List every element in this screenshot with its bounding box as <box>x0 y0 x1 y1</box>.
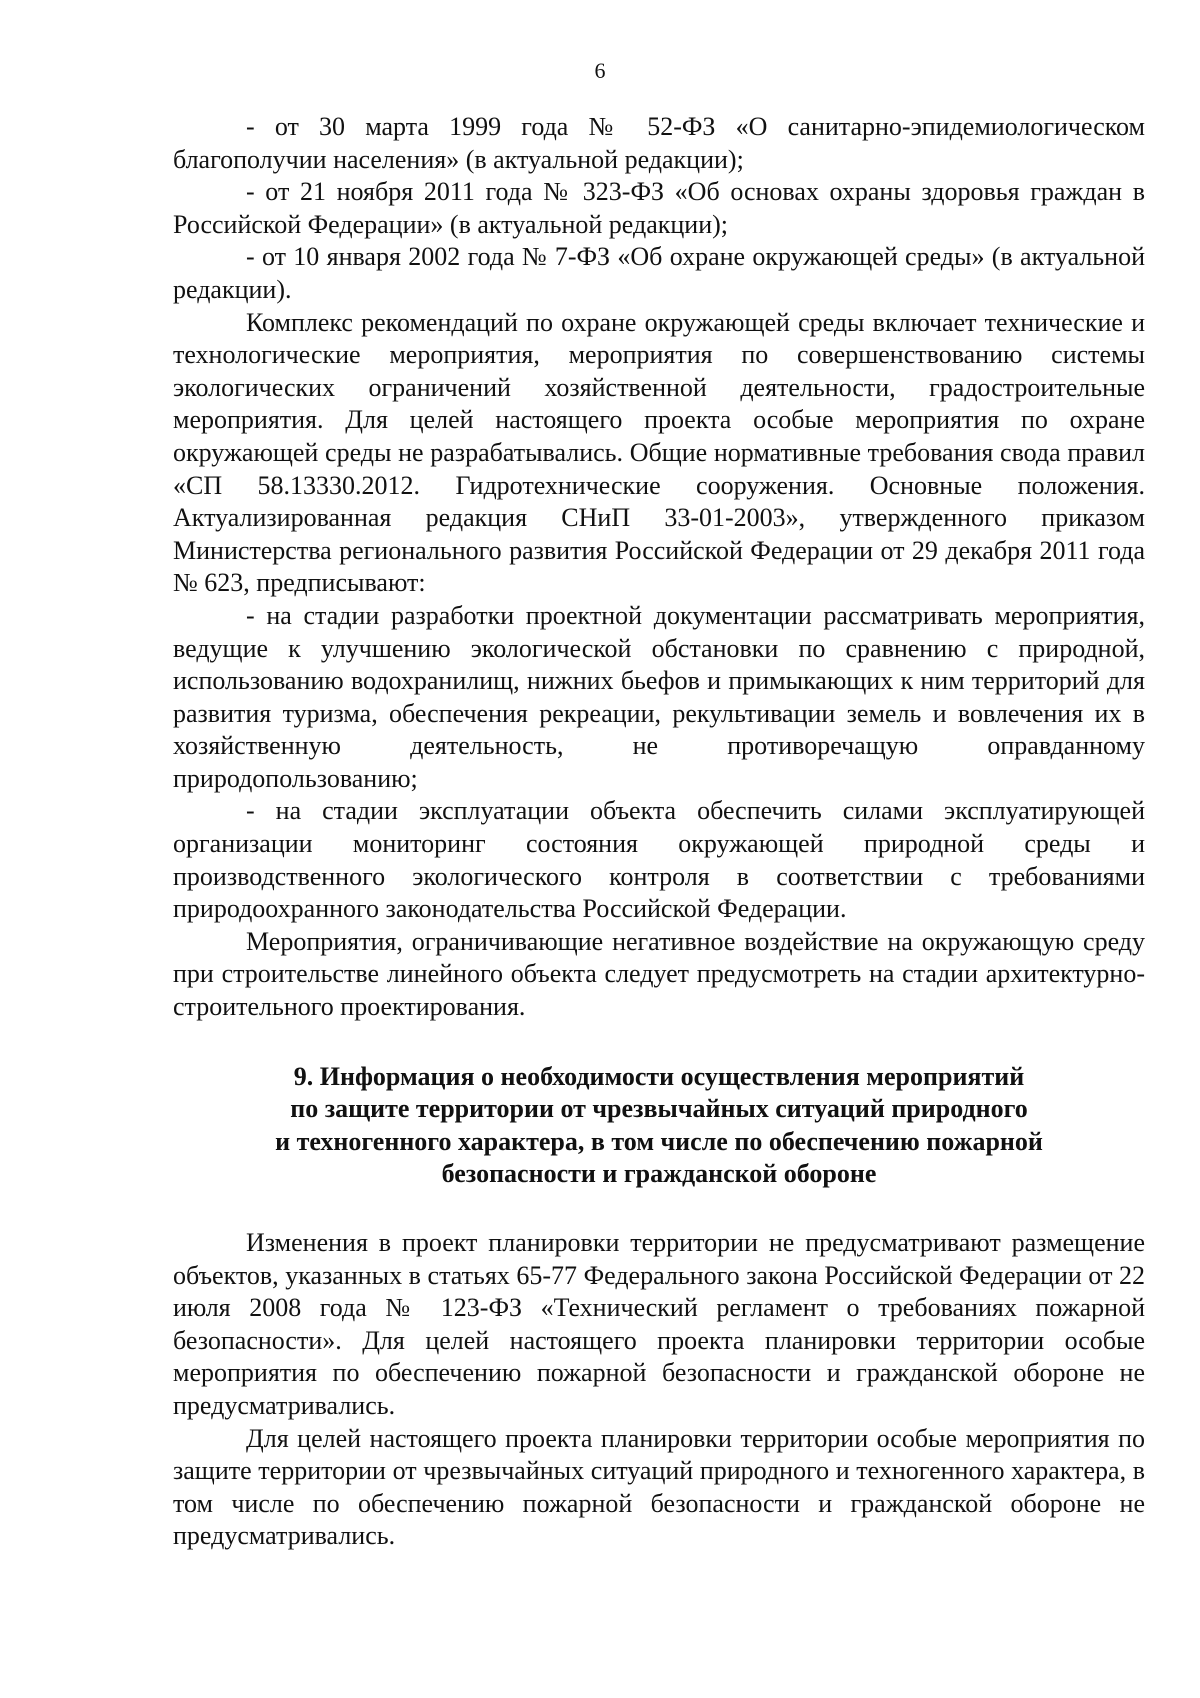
emergency-protection-paragraph: Для целей настоящего проекта планировки территории особые мероприятия по защите территории от чрезвычайных ситуаций природного и техногенного характера, в том числе по обеспечению пожарной безопасности и гражданской обороне не предусматривались. <box>173 1423 1145 1551</box>
fire-safety-paragraph: Изменения в проект планировки территории не предусматривают размещение объектов, указанных в статьях 65-77 Федерального закона Российской Федерации от 22 июля 2008 года № 123-ФЗ «Технический регламент о требованиях пожарной безопасности». Для целей настоящего проекта планировки территории особые мероприятия по обеспечению пожарной безопасности и гражданской обороне не предусматривались. <box>173 1228 1145 1420</box>
section-heading <box>173 1061 1145 1191</box>
page-number: 6 <box>594 58 606 83</box>
operation-stage-requirement: - на стадии эксплуатации объекта обеспечить силами эксплуатирующей организации мониторинг состояния окружающей природной среды и производственного экологического контроля в соответствии с требованиями природоохранного законодательства Российской Федерации. <box>173 796 1145 924</box>
construction-measures-paragraph: Мероприятия, ограничивающие негативное воздействие на окружающую среду при строительстве линейного объекта следует предусмотреть на стадии архитектурно-строительного проектирования. <box>173 926 1145 1022</box>
document-body <box>173 111 1145 1553</box>
law-reference-7fz: - от 10 января 2002 года № 7-ФЗ «Об охране окружающей среды» (в актуальной редакции). <box>173 242 1145 304</box>
environment-recommendations-paragraph: Комплекс рекомендаций по охране окружающей среды включает технические и технологические мероприятия, мероприятия по совершенствованию системы экологических ограничений хозяйственной деятельности, градостроительные мероприятия. Для целей настоящего проекта особые мероприятия по охране окружающей среды не разрабатывались. Общие нормативные требования свода правил «СП 58.13330.2012. Гидротехнические сооружения. Основные положения. Актуализированная редакция СНиП 33-01-2003», утвержденного приказом Министерства регионального развития Российской Федерации от 29 декабря 2011 года № 623, предписывают: <box>173 307 1145 598</box>
section-heading-line: безопасности и гражданской обороне <box>441 1159 877 1189</box>
design-stage-requirement: - на стадии разработки проектной документации рассматривать мероприятия, ведущие к улучшению экологической обстановки по сравнению с природной, использованию водохранилищ, нижних бьефов и примыкающих к ним территорий для развития туризма, обеспечения рекреации, рекультивации земель и вовлечения их в хозяйственную деятельность, не противоречащую оправданному природопользованию; <box>173 600 1145 793</box>
section-heading-line: 9. Информация о необходимости осуществления мероприятий <box>293 1061 1025 1091</box>
section-heading-line: и техногенного характера, в том числе по обеспечению пожарной <box>275 1126 1043 1156</box>
law-reference-323fz: - от 21 ноября 2011 года № 323-ФЗ «Об основах охраны здоровья граждан в Российской Федерации» (в актуальной редакции); <box>173 177 1145 239</box>
law-reference-52fz: - от 30 марта 1999 года № 52-ФЗ «О санитарно-эпидемиологическом благополучии населения» (в актуальной редакции); <box>173 112 1145 174</box>
section-heading-line: по защите территории от чрезвычайных ситуаций природного <box>290 1094 1028 1124</box>
